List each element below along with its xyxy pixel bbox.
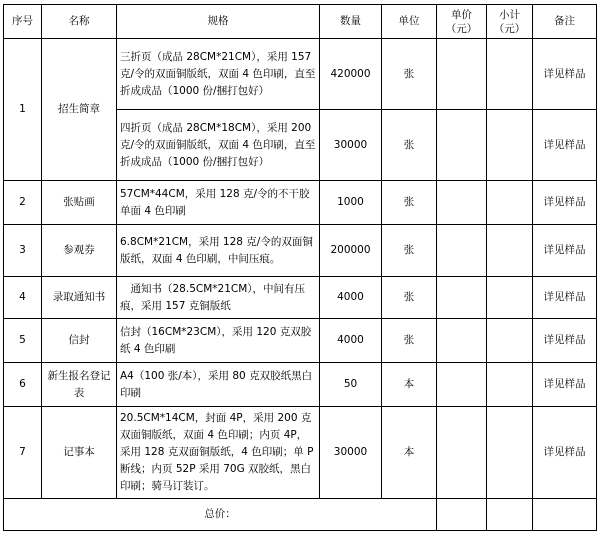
header-unit-price-unit: （元） [445,22,478,35]
row-unit: 张 [382,181,437,225]
header-seq: 序号 [4,5,42,39]
row-subtotal [487,225,533,277]
row-remark: 详见样品 [533,225,597,277]
row-qty: 200000 [320,225,382,277]
row-subtotal [487,407,533,499]
row-spec: 57CM*44CM，采用 128 克/令的不干胶单面 4 色印刷 [117,181,320,225]
header-unit-price-label: 单价 [451,8,472,21]
row-seq: 7 [4,407,42,499]
total-unit-price [437,499,487,531]
row-name: 信封 [42,319,117,363]
row-remark: 详见样品 [533,277,597,319]
row-unit: 张 [382,225,437,277]
total-label: 总价： [4,499,437,531]
table-row [4,39,597,110]
table-row [4,319,597,363]
row-name: 记事本 [42,407,117,499]
row-qty: 4000 [320,319,382,363]
header-subtotal-label: 小计 [499,8,520,21]
printing-quote-table [3,4,597,531]
row-unit-price [437,225,487,277]
total-remark [533,499,597,531]
row-unit-price [437,39,487,110]
row-remark: 详见样品 [533,39,597,110]
row-seq: 6 [4,363,42,407]
row-unit: 本 [382,407,437,499]
row-subtotal [487,181,533,225]
row-qty: 1000 [320,181,382,225]
table-row [4,363,597,407]
row-spec: 三折页（成品 28CM*21CM），采用 157 克/令的双面铜版纸，双面 4 色印刷，直至折成成品（1000 份/捆打包好） [117,39,320,110]
row-spec: 信封（16CM*23CM），采用 120 克双胶纸 4 色印刷 [117,319,320,363]
row-seq: 1 [4,39,42,181]
row-unit: 张 [382,319,437,363]
table-row [4,277,597,319]
row-unit-price [437,110,487,181]
row-subtotal [487,363,533,407]
row-unit: 张 [382,39,437,110]
row-name: 参观券 [42,225,117,277]
row-seq: 3 [4,225,42,277]
total-row [4,499,597,531]
total-subtotal [487,499,533,531]
row-seq: 5 [4,319,42,363]
header-subtotal-unit: （元） [493,22,526,35]
row-qty: 30000 [320,407,382,499]
header-remark: 备注 [533,5,597,39]
row-seq: 2 [4,181,42,225]
table-row [4,407,597,499]
row-remark: 详见样品 [533,363,597,407]
row-qty: 30000 [320,110,382,181]
row-unit: 张 [382,277,437,319]
header-qty: 数量 [320,5,382,39]
row-name: 录取通知书 [42,277,117,319]
header-subtotal [487,5,533,39]
row-spec: 通知书（28.5CM*21CM），中间有压痕，采用 157 克铜版纸 [117,277,320,319]
row-spec: 6.8CM*21CM，采用 128 克/令的双面铜版纸，双面 4 色印刷，中间压痕。 [117,225,320,277]
row-spec: A4（100 张/本），采用 80 克双胶纸黑白印刷 [117,363,320,407]
row-seq: 4 [4,277,42,319]
row-subtotal [487,319,533,363]
table-row [4,181,597,225]
row-remark: 详见样品 [533,407,597,499]
row-qty: 4000 [320,277,382,319]
header-unit: 单位 [382,5,437,39]
row-remark: 详见样品 [533,110,597,181]
header-unit-price [437,5,487,39]
row-unit-price [437,407,487,499]
row-unit-price [437,181,487,225]
row-name: 招生简章 [42,39,117,181]
row-qty: 420000 [320,39,382,110]
table-row [4,225,597,277]
row-subtotal [487,39,533,110]
row-spec: 四折页（成品 28CM*18CM），采用 200 克/令的双面铜版纸，双面 4 色印刷，直至折成成品（1000 份/捆打包好） [117,110,320,181]
row-name: 张贴画 [42,181,117,225]
row-unit-price [437,319,487,363]
header-row [4,5,597,39]
row-unit: 本 [382,363,437,407]
header-name: 名称 [42,5,117,39]
row-subtotal [487,277,533,319]
row-spec: 20.5CM*14CM，封面 4P，采用 200 克双面铜版纸，双面 4 色印刷；内页 4P，采用 128 克双面铜版纸，4 色印刷；单 P 断线；内页 52P 采用 70G 双胶纸，黑白印刷；骑马订装订。 [117,407,320,499]
row-unit: 张 [382,110,437,181]
row-unit-price [437,363,487,407]
row-qty: 50 [320,363,382,407]
row-subtotal [487,110,533,181]
row-remark: 详见样品 [533,181,597,225]
row-remark: 详见样品 [533,319,597,363]
row-name: 新生报名登记表 [42,363,117,407]
procurement-table-sheet [3,4,596,539]
row-unit-price [437,277,487,319]
header-spec: 规格 [117,5,320,39]
